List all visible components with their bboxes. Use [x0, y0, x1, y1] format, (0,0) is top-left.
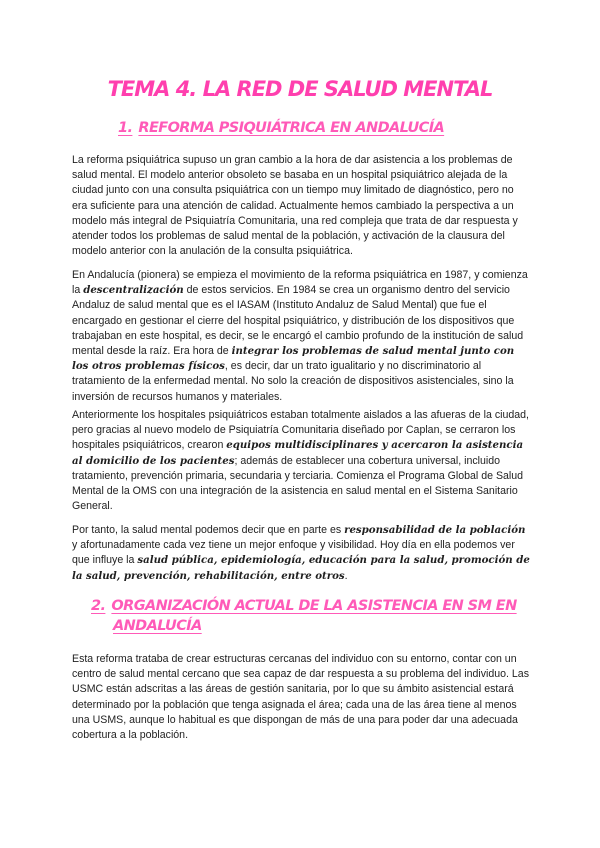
paragraph-4-emphasis-2: salud pública, epidemiología, educación para la salud, promoción de la salud, prevención, rehabilitación, entre otros	[72, 554, 530, 582]
section-2-number: 2.	[91, 598, 106, 614]
paragraph-4-emphasis-1: responsabilidad de la población	[344, 524, 526, 536]
paragraph-3-text-2: ; además de establecer una cobertura universal, incluido tratamiento, prevención primaria, secundaria y terciaria. Comienza el Programa Global de Salud Mental de la OMS con una integración de la asistencia en salud mental en el Sistema Sanitario General.	[72, 454, 524, 513]
paragraph-2-emphasis-2: integrar los problemas de salud mental junto con los otros problemas físicos	[72, 345, 515, 373]
paragraph-3-text-1: Anteriormente los hospitales psiquiátricos estaban totalmente aislados a las afueras de la ciudad, pero gracias al nuevo modelo de Psiquiatría Comunitaria diseñado por Caplan, se cerraron los hospitales psiquiátricos, crearon	[72, 409, 529, 452]
section-2-heading-line-1: ORGANIZACIÓN ACTUAL DE LA ASISTENCIA EN SM EN	[111, 598, 517, 614]
paragraph-4	[72, 523, 530, 584]
section-1-heading	[118, 118, 444, 138]
paragraph-2-emphasis-1: descentralización	[83, 284, 184, 297]
paragraph-2-text-2: de estos servicios. En 1984 se crea un organismo dentro del servicio Andaluz de salud mental que es el IASAM (Instituto Andaluz de Salud Mental) que fue el encargado en gestionar el cierre del hospital psiquiátrico, y distribución de los dispositivos que trabajaban en este hospital, es decir, se le encargó el cambio profundo de la institución de salud mental desde la raíz. Era hora de	[72, 284, 524, 358]
section-2-heading-line-2: ANDALUCÍA	[113, 618, 202, 634]
paragraph-3-emphasis-1: equipos multidisciplinares y acercaron la asistencia al domicilio de los pacientes	[72, 439, 524, 467]
paragraph-4-text-1: Por tanto, la salud mental podemos decir que en parte es	[72, 524, 345, 536]
paragraph-1: La reforma psiquiátrica supuso un gran cambio a la hora de dar asistencia a los problemas de salud mental. El modelo anterior obsoleto se basaba en un hospital psiquiátrico alejada de la ciudad junto con una consulta psiquiátrica con un tiempo muy limitado de diagnóstico, pero no era suficiente para una atención de calidad. Actualmente hemos cambiado la perspectiva a un modelo más integral de Psiquiatría Comunitaria, una red compleja que trata de dar respuesta y atender todos los problemas de salud mental de la población, y activación de la clausura del modelo anterior con la anulación de la consulta psiquiátrica.	[72, 154, 518, 258]
paragraph-2-text-3: , es decir, dar un trato igualitario y no discriminatorio al tratamiento de la enfermedad mental. No solo la creación de dispositivos asistenciales, sino la inversión de recursos humanos y materiales.	[72, 360, 514, 403]
paragraph-2	[72, 268, 530, 405]
paragraph-3	[72, 408, 530, 514]
paragraph-2-text-1: En Andalucía (pionera) se empieza el movimiento de la reforma psiquiátrica en 1987, y comienza la	[72, 269, 528, 297]
paragraph-4-text-2: y afortunadamente cada vez tiene un mejor enfoque y visibilidad. Hoy día en ella podemos ver que influye la	[72, 539, 515, 567]
section-1-heading-text: REFORMA PSIQUIÁTRICA EN ANDALUCÍA	[138, 120, 445, 136]
paragraph-4-text-3: .	[344, 569, 348, 582]
section-2-heading	[91, 596, 517, 636]
paragraph-5: Esta reforma trataba de crear estructuras cercanas del individuo con su entorno, contar con un centro de salud mental cercano que sea capaz de dar respuesta a su problema del individuo. Las USMC están adscritas a las áreas de gestión sanitaria, por lo que su ámbito asistencial estará determinado por la población que tenga asignada el área; cada una de las área tiene al menos una USMS, aunque lo habitual es que dispongan de más de una para poder dar una adecuada cobertura a la población.	[72, 653, 529, 742]
section-1-number: 1.	[118, 120, 133, 136]
page-title: TEMA 4. LA RED DE SALUD MENTAL	[107, 77, 493, 101]
